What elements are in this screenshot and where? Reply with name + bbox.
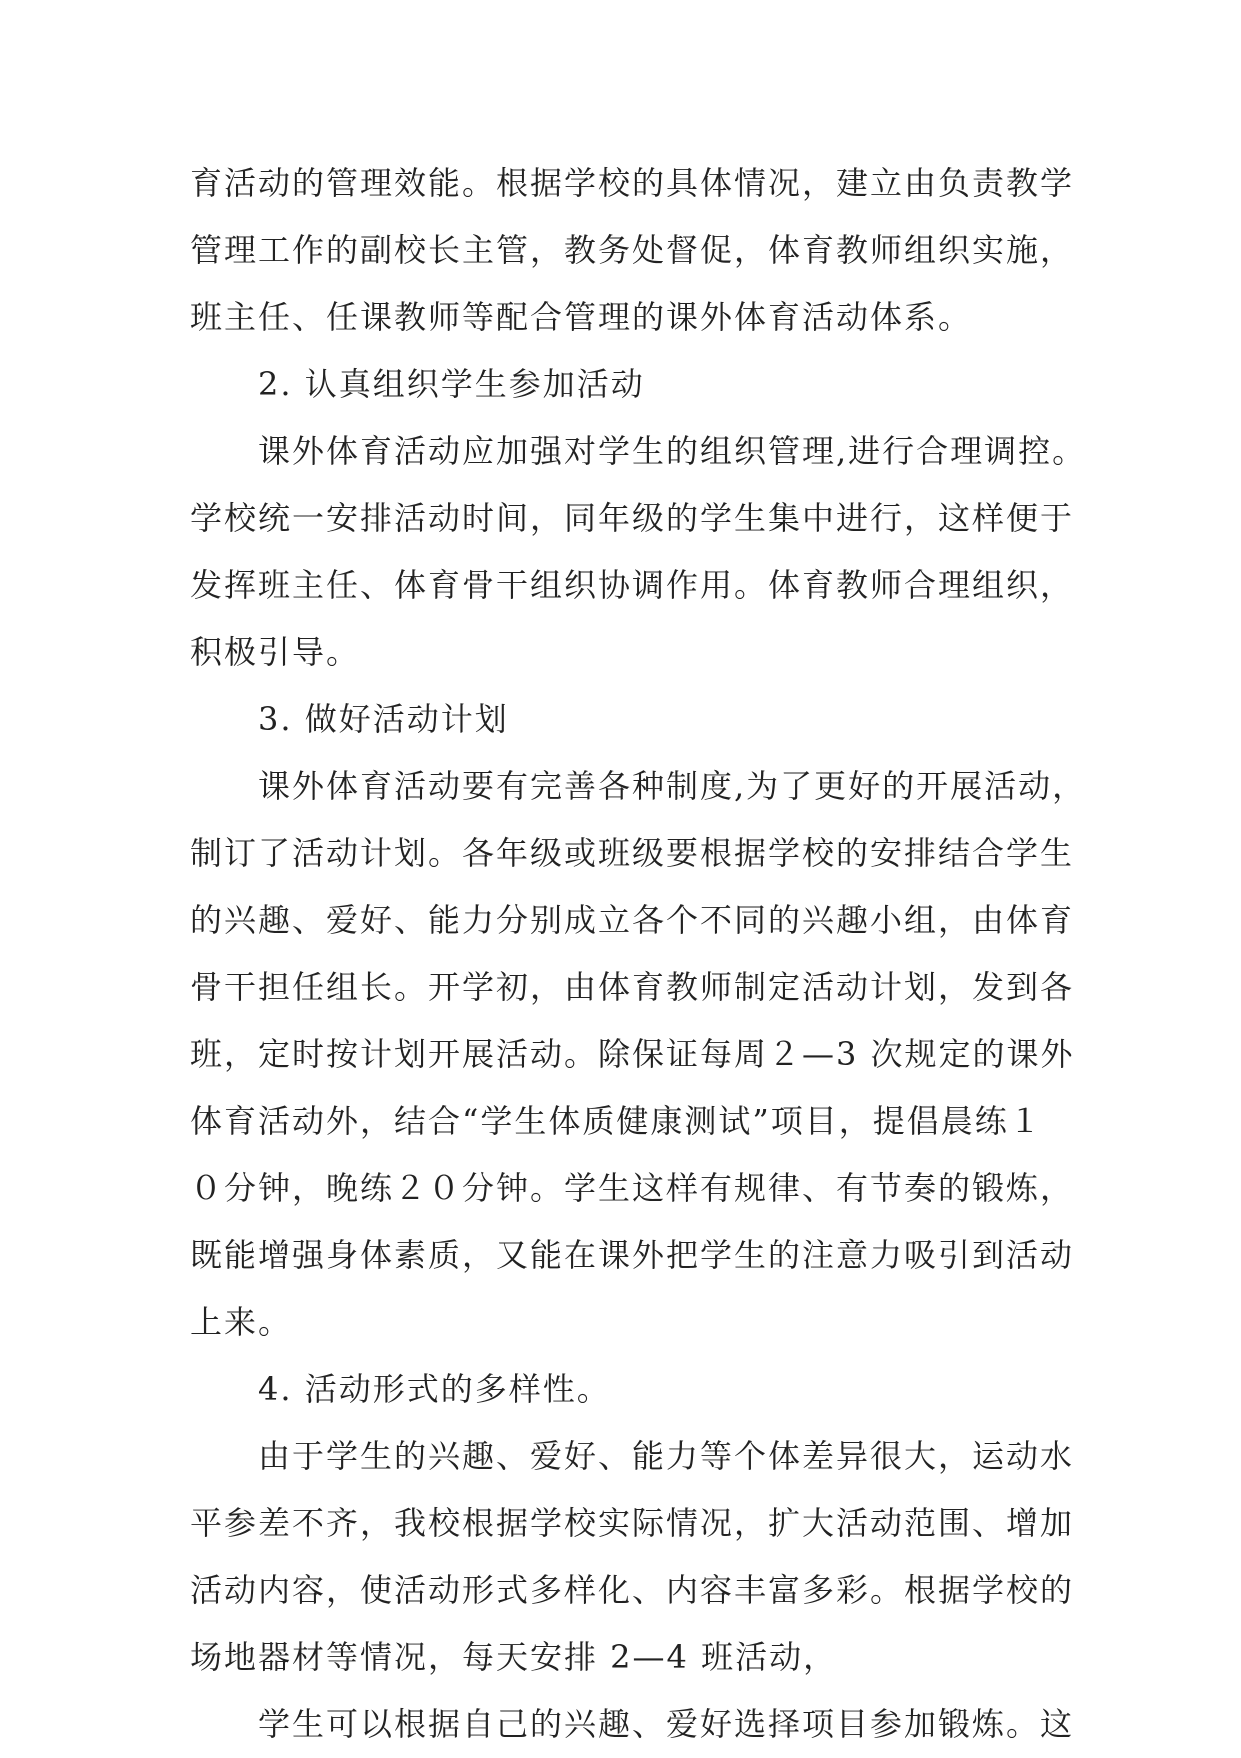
text-line: 体育活动外，结合“学生体质健康测试”项目，提倡晨练１ <box>190 1102 1043 1140</box>
text-line: ０分钟，晚练２０分钟。学生这样有规律、有节奏的锻炼， <box>190 1169 1075 1207</box>
text-line: 的兴趣、爱好、能力分别成立各个不同的兴趣小组，由体育 <box>190 901 1075 939</box>
text-line: 积极引导。 <box>190 633 361 671</box>
text-line: 骨干担任组长。开学初，由体育教师制定活动计划，发到各 <box>190 968 1075 1006</box>
text-line: 既能增强身体素质，又能在课外把学生的注意力吸引到活动 <box>190 1236 1075 1274</box>
body-text <box>190 150 1087 1758</box>
text-line: 班主任、任课教师等配合管理的课外体育活动体系。 <box>190 298 973 336</box>
section-heading: 2. 认真组织学生参加活动 <box>258 365 645 403</box>
text-line: 制订了活动计划。各年级或班级要根据学校的安排结合学生 <box>190 834 1075 872</box>
paragraph-first-line: 学生可以根据自己的兴趣、爱好选择项目参加锻炼。这 <box>258 1705 1075 1743</box>
text-line: 活动内容，使活动形式多样化、内容丰富多彩。根据学校的 <box>190 1571 1075 1609</box>
text-line: 平参差不齐，我校根据学校实际情况，扩大活动范围、增加 <box>190 1504 1075 1542</box>
paragraph-first-line: 课外体育活动应加强对学生的组织管理,进行合理调控。 <box>258 432 1087 470</box>
text-line: 发挥班主任、体育骨干组织协调作用。体育教师合理组织， <box>190 566 1075 604</box>
text-line: 上来。 <box>190 1303 293 1341</box>
text-line: 学校统一安排活动时间，同年级的学生集中进行，这样便于 <box>190 499 1075 537</box>
text-line: 育活动的管理效能。根据学校的具体情况，建立由负责教学 <box>190 164 1075 202</box>
paragraph-first-line: 课外体育活动要有完善各种制度,为了更好的开展活动， <box>258 767 1087 805</box>
paragraph-first-line: 由于学生的兴趣、爱好、能力等个体差异很大，运动水 <box>258 1437 1075 1475</box>
text-line: 管理工作的副校长主管，教务处督促，体育教师组织实施， <box>190 231 1075 269</box>
section-heading: 4. 活动形式的多样性。 <box>258 1370 611 1408</box>
section-heading: 3. 做好活动计划 <box>258 700 509 738</box>
text-line: 场地器材等情况，每天安排 2—4 班活动， <box>190 1638 838 1676</box>
text-line: 班，定时按计划开展活动。除保证每周２—3 次规定的课外 <box>190 1035 1075 1073</box>
